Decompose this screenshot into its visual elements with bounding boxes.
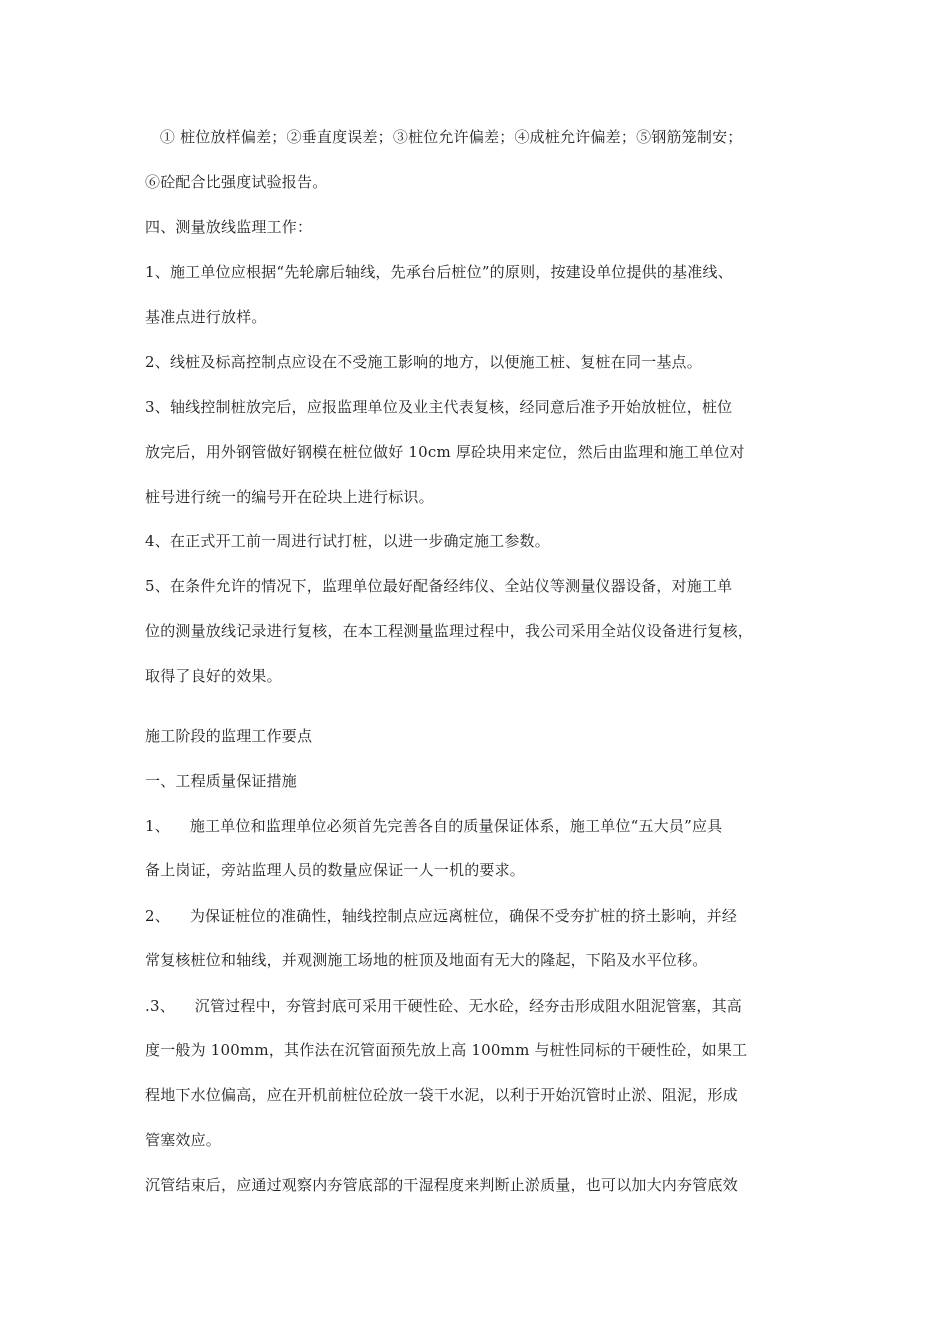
- text-line: 3、轴线控制桩放完后，应报监理单位及业主代表复核，经同意后准予开始放桩位，桩位: [145, 398, 733, 416]
- section-heading: 一、工程质量保证措施: [145, 772, 298, 790]
- text-line: 1、 施工单位和监理单位必须首先完善各自的质量保证体系，施工单位“五大员”应具: [145, 817, 723, 835]
- text-line: 备上岗证，旁站监理人员的数量应保证一人一机的要求。: [145, 861, 526, 879]
- text-line: 基准点进行放样。: [145, 308, 267, 326]
- text-line: 放完后，用外钢管做好钢模在桩位做好 10cm 厚砼块用来定位，然后由监理和施工单位对: [145, 443, 745, 461]
- text-line: 2、 为保证桩位的准确性，轴线控制点应远离桩位，确保不受夯扩桩的挤土影响，并经: [145, 907, 738, 925]
- text-line: 常复核桩位和轴线，并观测施工场地的桩顶及地面有无大的隆起，下陷及水平位移。: [145, 951, 708, 969]
- text-line: 沉管结束后，应通过观察内夯管底部的干湿程度来判断止淤质量，也可以加大内夯管底效: [145, 1176, 738, 1194]
- text-line: 取得了良好的效果。: [145, 667, 282, 685]
- text-line: 程地下水位偏高，应在开机前桩位砼放一袋干水泥，以利于开始沉管时止淤、阻泥，形成: [145, 1086, 738, 1104]
- text-line: 管塞效应。: [145, 1131, 222, 1149]
- text-line: 2、线桩及标高控制点应设在不受施工影响的地方，以便施工桩、复桩在同一基点。: [145, 353, 702, 371]
- text-line: ⑥砼配合比强度试验报告。: [145, 173, 328, 191]
- text-line: 位的测量放线记录进行复核，在本工程测量监理过程中，我公司采用全站仪设备进行复核，: [145, 622, 754, 640]
- text-line: 桩号进行统一的编号开在砼块上进行标识。: [145, 488, 434, 506]
- section-title: 施工阶段的监理工作要点: [145, 727, 313, 745]
- text-line: 4、在正式开工前一周进行试打桩，以进一步确定施工参数。: [145, 532, 550, 550]
- text-line: 度一般为 100mm，其作法在沉管面预先放上高 100mm 与桩性同标的干硬性砼，如果工: [145, 1041, 748, 1059]
- section-heading: 四、测量放线监理工作：: [145, 218, 313, 236]
- text-line: 1、施工单位应根据“先轮廓后轴线，先承台后桩位”的原则，按建设单位提供的基准线、: [145, 263, 733, 281]
- text-line: 5、在条件允许的情况下，监理单位最好配备经纬仪、全站仪等测量仪器设备，对施工单: [145, 577, 733, 595]
- text-line: .3、 沉管过程中，夯管封底可采用干硬性砼、无水砼，经夯击形成阻水阻泥管塞，其高: [145, 997, 742, 1015]
- text-line: ① 桩位放样偏差；②垂直度误差；③桩位允许偏差；④成桩允许偏差；⑤钢筋笼制安；: [145, 128, 743, 146]
